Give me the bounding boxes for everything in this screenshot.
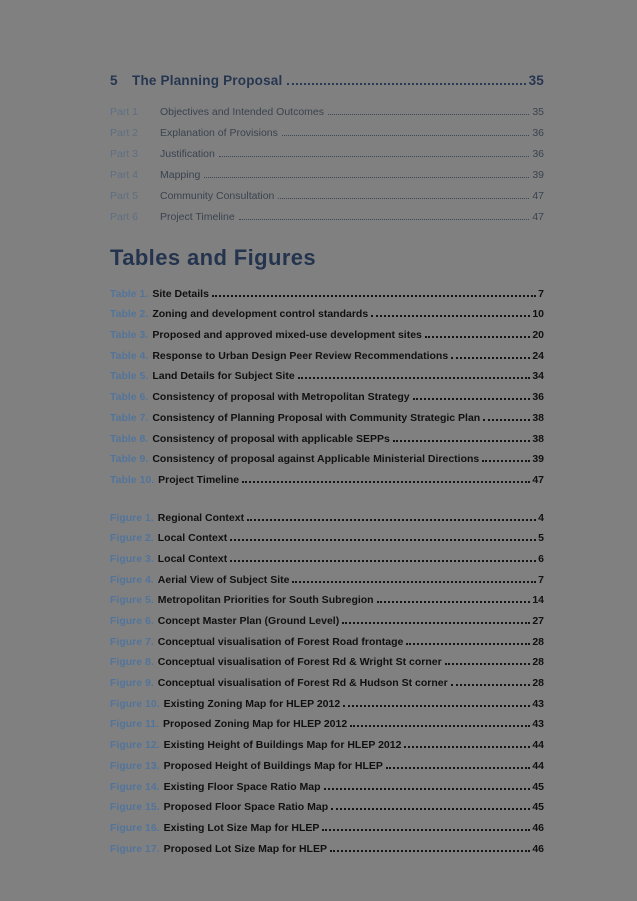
dot-leader (239, 219, 530, 220)
dot-leader (292, 581, 536, 583)
table-title: Project Timeline (158, 473, 240, 486)
dot-leader (242, 481, 530, 483)
dot-leader (393, 440, 531, 442)
part-title: Project Timeline (160, 211, 235, 223)
figure-label: Figure 16. (110, 821, 160, 834)
page-number: 28 (532, 635, 544, 648)
page-number: 45 (532, 801, 544, 814)
dot-leader (371, 315, 530, 317)
figure-title: Proposed Floor Space Ratio Map (163, 801, 329, 814)
figure-entry (110, 730, 544, 751)
part-title: Justification (160, 148, 215, 160)
figure-entry (110, 793, 544, 814)
page-number: 34 (532, 370, 544, 383)
figure-label: Figure 2. (110, 532, 154, 545)
figure-entry (110, 668, 544, 689)
part-label: Part 4 (110, 169, 139, 181)
figure-entry (110, 524, 544, 545)
table-title: Consistency of Planning Proposal with Community Strategic Plan (152, 411, 481, 424)
dot-leader (483, 419, 530, 421)
page-number: 39 (532, 453, 544, 466)
figure-entry (110, 565, 544, 586)
page-number: 44 (532, 739, 544, 752)
toc-content (110, 68, 544, 855)
dot-leader (342, 622, 530, 624)
figure-entry (110, 544, 544, 565)
figures-list (110, 503, 544, 855)
table-label: Table 1. (110, 287, 149, 300)
dot-leader (212, 295, 536, 297)
page-number: 27 (532, 615, 544, 627)
page-number: 6 (538, 552, 544, 565)
table-label: Table 9. (110, 453, 149, 466)
dot-leader (350, 725, 530, 727)
dot-leader (445, 663, 531, 665)
table-entry (110, 341, 544, 362)
figure-entry (110, 503, 544, 524)
toc-part-row (110, 118, 544, 139)
page-number: 47 (532, 190, 544, 202)
page-number: 7 (538, 287, 544, 300)
page-number: 14 (532, 594, 544, 607)
figure-title: Regional Context (157, 511, 245, 524)
page-number: 43 (532, 697, 544, 710)
table-label: Table 8. (110, 432, 149, 445)
table-entry (110, 362, 544, 383)
dot-leader (386, 767, 530, 769)
page-number: 35 (532, 106, 544, 118)
figure-title: Concept Master Plan (Ground Level) (157, 615, 340, 627)
figure-entry (110, 834, 544, 855)
figure-title: Local Context (157, 552, 228, 565)
toc-section-heading (110, 68, 544, 88)
dot-leader (451, 684, 531, 686)
figure-label: Figure 5. (110, 594, 154, 607)
figure-title: Existing Lot Size Map for HLEP (163, 821, 320, 834)
section-title: The Planning Proposal (132, 73, 283, 88)
dot-leader (343, 705, 530, 707)
table-label: Table 6. (110, 391, 149, 404)
figure-label: Figure 11. (110, 718, 160, 731)
figure-title: Proposed Zoning Map for HLEP 2012 (163, 718, 348, 731)
figure-label: Figure 3. (110, 552, 154, 565)
figure-label: Figure 12. (110, 739, 160, 752)
dot-leader (287, 83, 525, 85)
figure-entry (110, 586, 544, 607)
dot-leader (377, 601, 531, 603)
part-title: Objectives and Intended Outcomes (160, 106, 325, 118)
page-number: 28 (532, 677, 544, 690)
figure-title: Conceptual visualisation of Forest Rd & Wright St corner (157, 656, 442, 669)
tables-figures-heading: Tables and Figures (110, 245, 317, 270)
figure-entry (110, 772, 544, 793)
table-label: Table 2. (110, 308, 149, 321)
dot-leader (413, 398, 531, 400)
page-number: 36 (532, 391, 544, 404)
dot-leader (247, 519, 536, 521)
page-number: 46 (532, 821, 544, 834)
figure-label: Figure 10. (110, 697, 160, 710)
table-label: Table 4. (110, 349, 149, 362)
figure-entry (110, 710, 544, 731)
dot-leader (282, 135, 529, 136)
table-entry (110, 279, 544, 300)
figure-label: Figure 17. (110, 842, 160, 855)
dot-leader (328, 114, 529, 115)
table-title: Zoning and development control standards (152, 308, 369, 321)
part-title: Mapping (160, 169, 201, 181)
table-entry (110, 300, 544, 321)
toc-part-row (110, 139, 544, 160)
dot-leader (331, 808, 530, 810)
part-title: Community Consultation (160, 190, 275, 202)
dot-leader (219, 156, 529, 157)
part-label: Part 3 (110, 148, 139, 160)
table-label: Table 10. (110, 473, 155, 486)
figure-label: Figure 14. (110, 780, 160, 793)
dot-leader (482, 460, 530, 462)
figure-label: Figure 13. (110, 759, 160, 772)
table-title: Consistency of proposal with Metropolitan Strategy (152, 391, 410, 404)
figure-title: Existing Zoning Map for HLEP 2012 (163, 697, 341, 710)
table-title: Consistency of proposal with applicable SEPPs (152, 432, 390, 445)
figure-title: Local Context (157, 532, 228, 545)
figure-label: Figure 9. (110, 677, 154, 690)
page-number: 28 (532, 656, 544, 669)
table-title: Proposed and approved mixed-use development sites (152, 329, 422, 342)
toc-part-row (110, 160, 544, 181)
part-label: Part 5 (110, 190, 139, 202)
figure-label: Figure 8. (110, 656, 154, 669)
page-number: 36 (532, 148, 544, 160)
page-number: 4 (538, 511, 544, 524)
table-label: Table 3. (110, 329, 149, 342)
dot-leader (322, 829, 530, 831)
table-entry (110, 403, 544, 424)
figure-label: Figure 4. (110, 573, 154, 586)
page-number: 35 (528, 73, 544, 88)
page-number: 5 (538, 532, 544, 545)
figure-label: Figure 1. (110, 511, 154, 524)
table-title: Response to Urban Design Peer Review Recommendations (152, 349, 449, 362)
page-number: 36 (532, 127, 544, 139)
table-entry (110, 320, 544, 341)
part-title: Explanation of Provisions (160, 127, 278, 139)
page-number: 47 (532, 211, 544, 223)
table-entry (110, 382, 544, 403)
page-number: 45 (532, 780, 544, 793)
figure-title: Proposed Height of Buildings Map for HLEP (163, 759, 383, 772)
figure-title: Existing Height of Buildings Map for HLEP 2012 (163, 739, 402, 752)
page-number: 38 (532, 411, 544, 424)
toc-part-row (110, 202, 544, 223)
toc-part-row (110, 97, 544, 118)
page-number: 46 (532, 842, 544, 855)
page-number: 47 (532, 473, 544, 486)
page-number: 7 (538, 573, 544, 586)
figure-entry (110, 813, 544, 834)
figure-label: Figure 6. (110, 615, 154, 627)
table-label: Table 5. (110, 370, 149, 383)
figure-entry (110, 648, 544, 669)
table-title: Consistency of proposal against Applicable Ministerial Directions (152, 453, 480, 466)
table-label: Table 7. (110, 411, 149, 424)
page-number: 43 (532, 718, 544, 731)
figure-title: Conceptual visualisation of Forest Road frontage (157, 635, 404, 648)
page-number: 20 (532, 329, 544, 342)
dot-leader (278, 198, 529, 199)
dot-leader (204, 177, 529, 178)
tables-list (110, 279, 544, 486)
dot-leader (451, 357, 530, 359)
figure-title: Metropolitan Priorities for South Subregion (157, 594, 374, 607)
dot-leader (298, 377, 531, 379)
table-entry (110, 465, 544, 486)
figure-entry (110, 627, 544, 648)
toc-parts-list (110, 97, 544, 223)
table-title: Land Details for Subject Site (152, 370, 295, 383)
figure-entry (110, 751, 544, 772)
page-number: 39 (532, 169, 544, 181)
dot-leader (404, 746, 530, 748)
figure-entry (110, 689, 544, 710)
dot-leader (230, 539, 536, 541)
table-entry (110, 445, 544, 466)
table-title: Site Details (152, 287, 209, 300)
page-number: 24 (532, 349, 544, 362)
figure-title: Aerial View of Subject Site (157, 573, 290, 586)
page-number: 10 (532, 308, 544, 321)
figure-title: Conceptual visualisation of Forest Rd & Hudson St corner (157, 677, 448, 690)
section-number: 5 (110, 73, 118, 88)
toc-part-row (110, 181, 544, 202)
figure-title: Existing Floor Space Ratio Map (163, 780, 321, 793)
table-entry (110, 424, 544, 445)
figure-title: Proposed Lot Size Map for HLEP (163, 842, 327, 855)
dot-leader (230, 560, 536, 562)
dot-leader (406, 643, 530, 645)
part-label: Part 2 (110, 127, 139, 139)
part-label: Part 6 (110, 211, 139, 223)
figure-entry (110, 606, 544, 627)
dot-leader (330, 850, 530, 852)
figure-label: Figure 7. (110, 635, 154, 648)
part-label: Part 1 (110, 106, 139, 118)
figure-label: Figure 15. (110, 801, 160, 814)
dot-leader (324, 788, 531, 790)
dot-leader (425, 336, 530, 338)
page-number: 44 (532, 759, 544, 772)
page-number: 38 (532, 432, 544, 445)
